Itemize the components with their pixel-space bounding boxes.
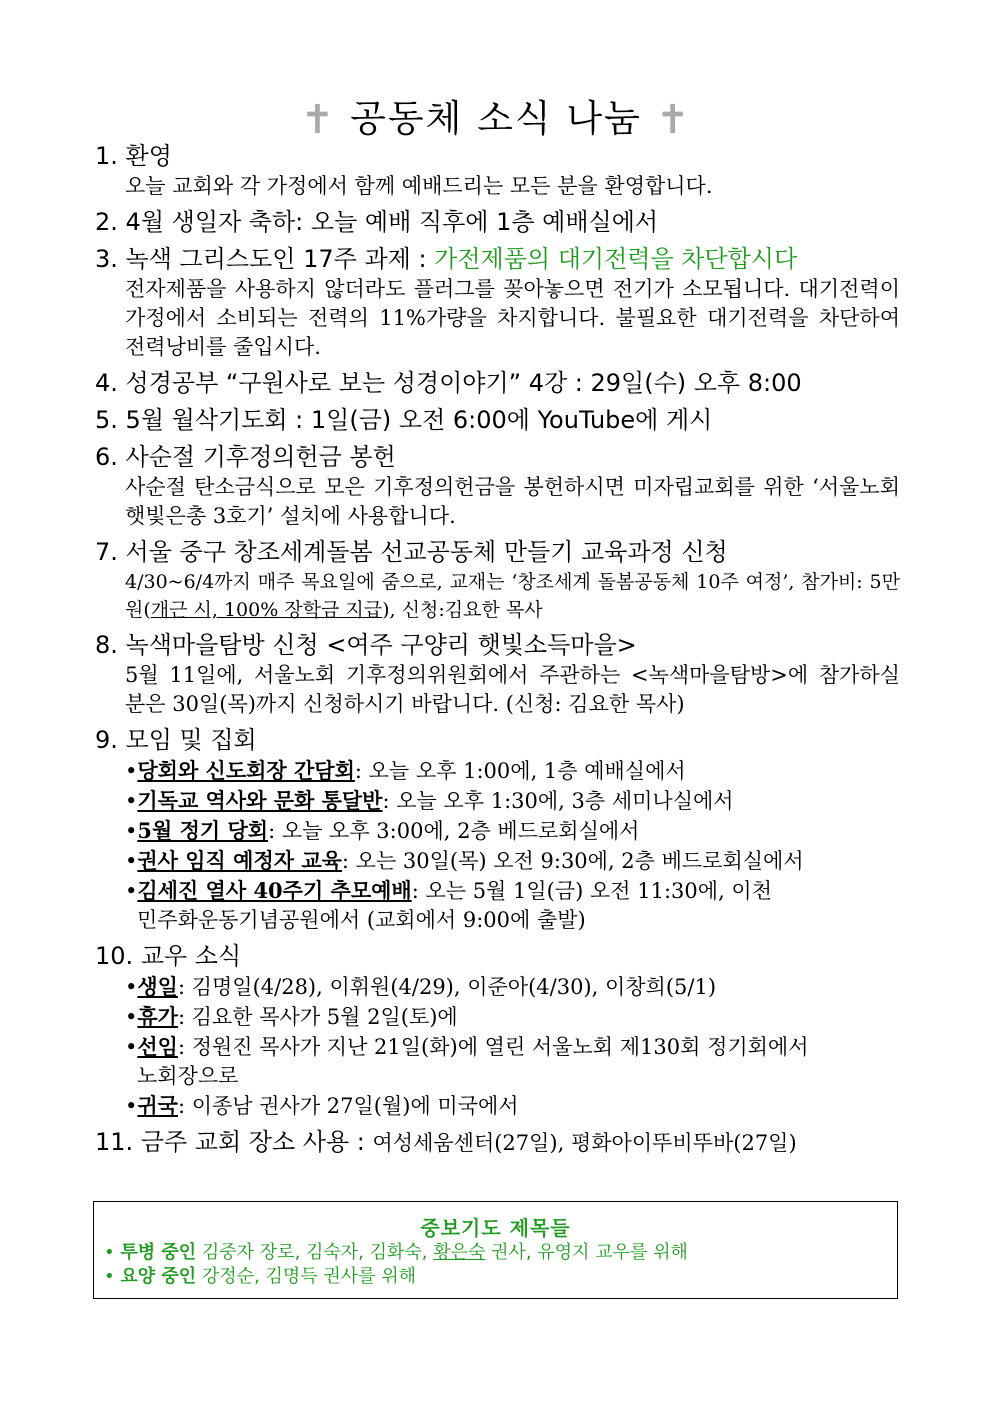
item-heading-5	[95, 405, 900, 436]
prayer-label: 요양 중인	[120, 1266, 197, 1287]
bullet-label: 귀국	[137, 1093, 178, 1118]
item-body-text: ), 신청:김요한 목사	[382, 599, 543, 621]
bullet-label: 5월 정기 당회	[137, 818, 269, 843]
item-heading-2	[95, 207, 900, 238]
prayer-box	[93, 1201, 898, 1299]
item-title: 교우 소식	[140, 942, 242, 970]
item-body-underlined: 개근 시, 100% 장학금 지급	[150, 599, 383, 621]
bullet-item	[125, 1032, 900, 1091]
item-number: 10.	[95, 942, 134, 970]
bullet-item	[125, 876, 900, 935]
item-number: 4.	[95, 369, 118, 397]
prayer-label: 투병 중인	[120, 1242, 197, 1263]
bullet-text: : 김요한 목사가 5월 2일(토)에	[177, 1005, 458, 1029]
item-heading-6	[95, 442, 900, 473]
item-number: 1.	[95, 142, 118, 170]
bullet-text: : 이종남 권사가 27일(월)에 미국에서	[177, 1094, 519, 1118]
item-heading-1	[95, 141, 900, 172]
item-title: 5월 월삭기도회 : 1일(금) 오전 6:00에 YouTube에 게시	[125, 406, 713, 434]
prayer-text: 강정순, 김명득 권사를 위해	[196, 1266, 417, 1287]
item-highlight: 가전제품의 대기전력을 차단합시다	[434, 245, 798, 273]
item-heading-9	[95, 725, 900, 756]
prayer-line-1	[104, 1241, 897, 1265]
item-heading-11	[95, 1127, 900, 1159]
item-title: 환영	[125, 142, 172, 170]
bullet-icon: •	[125, 849, 138, 873]
prayer-text: 김중자 장로, 김숙자, 김화숙,	[196, 1242, 434, 1263]
bullet-item	[125, 756, 900, 786]
bullet-item	[125, 972, 900, 1002]
prayer-line-2	[104, 1265, 897, 1289]
item-heading-10	[95, 941, 900, 972]
bullet-label: 기독교 역사와 문화 통달반	[137, 788, 383, 813]
bullet-label: 김세진 열사 40주기 추모예배	[137, 878, 412, 903]
item-body-3: 전자제품을 사용하지 않더라도 플러그를 꽂아놓으면 전기가 소모됩니다. 대기전력이 가정에서 소비되는 전력의 11%가량을 차지합니다. 불필요한 대기전력을 차단하여 전력낭비를 줄입시다.	[125, 277, 900, 359]
bullet-continuation: 민주화운동기념공원에서 (교회에서 9:00에 출발)	[137, 908, 586, 932]
page-title	[0, 88, 992, 143]
bullet-icon: •	[125, 879, 138, 903]
item-title: 금주 교회 장소 사용 :	[140, 1128, 373, 1156]
item-number: 11.	[95, 1128, 134, 1156]
item-heading-7	[95, 537, 900, 568]
item-title: 사순절 기후정의헌금 봉헌	[125, 443, 396, 471]
bullet-label: 권사 임직 예정자 교육	[137, 848, 342, 873]
bullet-icon: •	[125, 819, 138, 843]
bullet-continuation: 노회장으로	[137, 1064, 239, 1088]
item-heading-3	[95, 244, 900, 275]
item-number: 5.	[95, 406, 118, 434]
bullet-item	[125, 786, 900, 816]
item-number: 7.	[95, 538, 118, 566]
bullet-icon: •	[125, 789, 138, 813]
item-title: 모임 및 집회	[125, 726, 257, 754]
bullet-label: 생일	[137, 974, 178, 999]
item-number: 2.	[95, 208, 118, 236]
news-list	[95, 141, 900, 1159]
prayer-text-underlined: 황은숙	[433, 1242, 486, 1263]
bullet-item	[125, 1002, 900, 1032]
item-number: 8.	[95, 631, 118, 659]
item-number: 3.	[95, 245, 118, 273]
item-number: 6.	[95, 443, 118, 471]
bullet-icon: •	[125, 1094, 138, 1118]
bullet-icon: •	[125, 975, 138, 999]
bullet-text: : 정원진 목사가 지난 21일(화)에 열린 서울노회 제130회 정기회에서	[177, 1035, 809, 1059]
bullet-label: 당회와 신도회장 간담회	[137, 758, 355, 783]
item-number: 9.	[95, 726, 118, 754]
bullet-item	[125, 1091, 900, 1121]
item-title: 녹색 그리스도인 17주 과제 :	[125, 245, 435, 273]
item-body-1: 오늘 교회와 각 가정에서 함께 예배드리는 모든 분을 환영합니다.	[125, 174, 713, 198]
cross-icon: ✝	[300, 97, 337, 143]
bullet-text: : 오늘 오후 3:00에, 2층 베드로회실에서	[268, 819, 640, 843]
item-title: 서울 중구 창조세계돌봄 선교공동체 만들기 교육과정 신청	[125, 538, 728, 566]
bullet-text: : 오늘 오후 1:00에, 1층 예배실에서	[354, 759, 686, 783]
cross-icon: ✝	[655, 97, 692, 143]
bullet-icon: •	[104, 1266, 115, 1287]
item-title: 녹색마을탐방 신청 <여주 구양리 햇빛소득마을>	[125, 631, 637, 659]
item-title: 4월 생일자 축하: 오늘 예배 직후에 1층 예배실에서	[125, 208, 659, 236]
item-title: 성경공부 “구원사로 보는 성경이야기” 4강 : 29일(수) 오후 8:00	[125, 369, 802, 397]
bullet-icon: •	[125, 1035, 138, 1059]
bullet-text: : 오늘 오후 1:30에, 3층 세미나실에서	[382, 789, 734, 813]
item-tail: 여성세움센터(27일), 평화아이뚜비뚜바(27일)	[372, 1131, 797, 1155]
prayer-box-title: 중보기도 제목들	[420, 1216, 571, 1240]
item-body-7	[125, 568, 900, 624]
bullet-icon: •	[104, 1242, 115, 1263]
bullet-text: : 오는 5월 1일(금) 오전 11:30에, 이천	[411, 879, 772, 903]
bullet-icon: •	[125, 1005, 138, 1029]
item-body-8: 5월 11일에, 서울노회 기후정의위원회에서 주관하는 <녹색마을탐방>에 참가하실 분은 30일(목)까지 신청하시기 바랍니다. (신청: 김요한 목사)	[125, 663, 900, 716]
item-heading-8	[95, 630, 900, 661]
bullet-text: : 김명일(4/28), 이휘원(4/29), 이준아(4/30), 이창희(5/1)	[177, 975, 717, 999]
bullet-text: : 오는 30일(목) 오전 9:30에, 2층 베드로회실에서	[341, 849, 804, 873]
item-body-6: 사순절 탄소금식으로 모은 기후정의헌금을 봉헌하시면 미자립교회를 위한 ‘서울노회 햇빛은총 3호기’ 설치에 사용합니다.	[125, 475, 900, 528]
bullet-icon: •	[125, 759, 138, 783]
item-body-text: 4/30~6/4까지 매주 목요일에 줌으로, 교재는 ‘창조세계 돌봄공동체 10주 여정’, 참가비: 5만원(	[125, 571, 900, 621]
bullet-item	[125, 816, 900, 846]
item-heading-4	[95, 368, 900, 399]
bullet-item	[125, 846, 900, 876]
prayer-text: 권사, 유영지 교우를 위해	[485, 1242, 688, 1263]
bullet-label: 휴가	[137, 1004, 178, 1029]
bullet-label: 선임	[137, 1034, 178, 1059]
page-title-text: 공동체 소식 나눔	[350, 97, 642, 140]
